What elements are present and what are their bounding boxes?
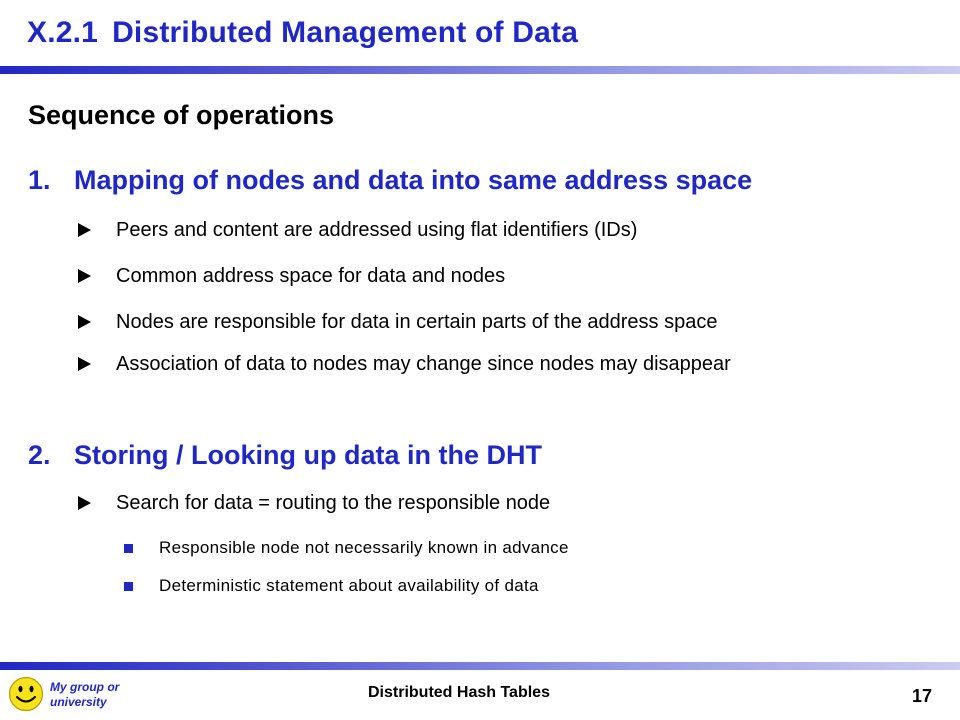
page-number: 17 xyxy=(912,686,933,706)
bullet-text: Search for data = routing to the responsible node xyxy=(116,492,551,514)
sub-bullet-text: Responsible node not necessarily known in advance xyxy=(159,538,569,557)
triangle-bullet-icon xyxy=(78,496,91,510)
bullet-text: Nodes are responsible for data in certain parts of the address space xyxy=(116,311,718,333)
title-text: Distributed Management of Data xyxy=(112,16,579,49)
sub-bullet-text: Deterministic statement about availability of data xyxy=(159,576,539,595)
section-1-heading-text: Mapping of nodes and data into same address space xyxy=(74,165,753,195)
section-2-heading-text: Storing / Looking up data in the DHT xyxy=(74,440,542,470)
section-2-index: 2. xyxy=(28,440,51,470)
title-divider xyxy=(0,66,960,74)
square-bullet-icon xyxy=(124,544,133,553)
triangle-bullet-icon xyxy=(78,223,91,237)
bullet-text: Common address space for data and nodes xyxy=(116,265,506,287)
triangle-bullet-icon xyxy=(78,315,91,329)
triangle-bullet-icon xyxy=(78,269,91,283)
bullet-text: Peers and content are addressed using flat identifiers (IDs) xyxy=(116,219,638,241)
section-1-index: 1. xyxy=(28,165,51,195)
slide-title xyxy=(27,16,578,50)
organization-label xyxy=(50,680,119,710)
footer-title: Distributed Hash Tables xyxy=(368,684,550,701)
triangle-bullet-icon xyxy=(78,357,91,371)
slide-subtitle: Sequence of operations xyxy=(28,100,335,130)
bullet-text: Association of data to nodes may change since nodes may disappear xyxy=(116,353,731,375)
organization-line-2: university xyxy=(50,695,107,709)
footer-divider xyxy=(0,662,960,670)
square-bullet-icon xyxy=(124,582,133,591)
section-2-heading xyxy=(28,440,542,471)
section-1-heading xyxy=(28,165,752,196)
smiley-face-icon xyxy=(8,676,44,712)
title-number: X.2.1 xyxy=(27,16,99,49)
organization-line-1: My group or xyxy=(50,680,120,694)
